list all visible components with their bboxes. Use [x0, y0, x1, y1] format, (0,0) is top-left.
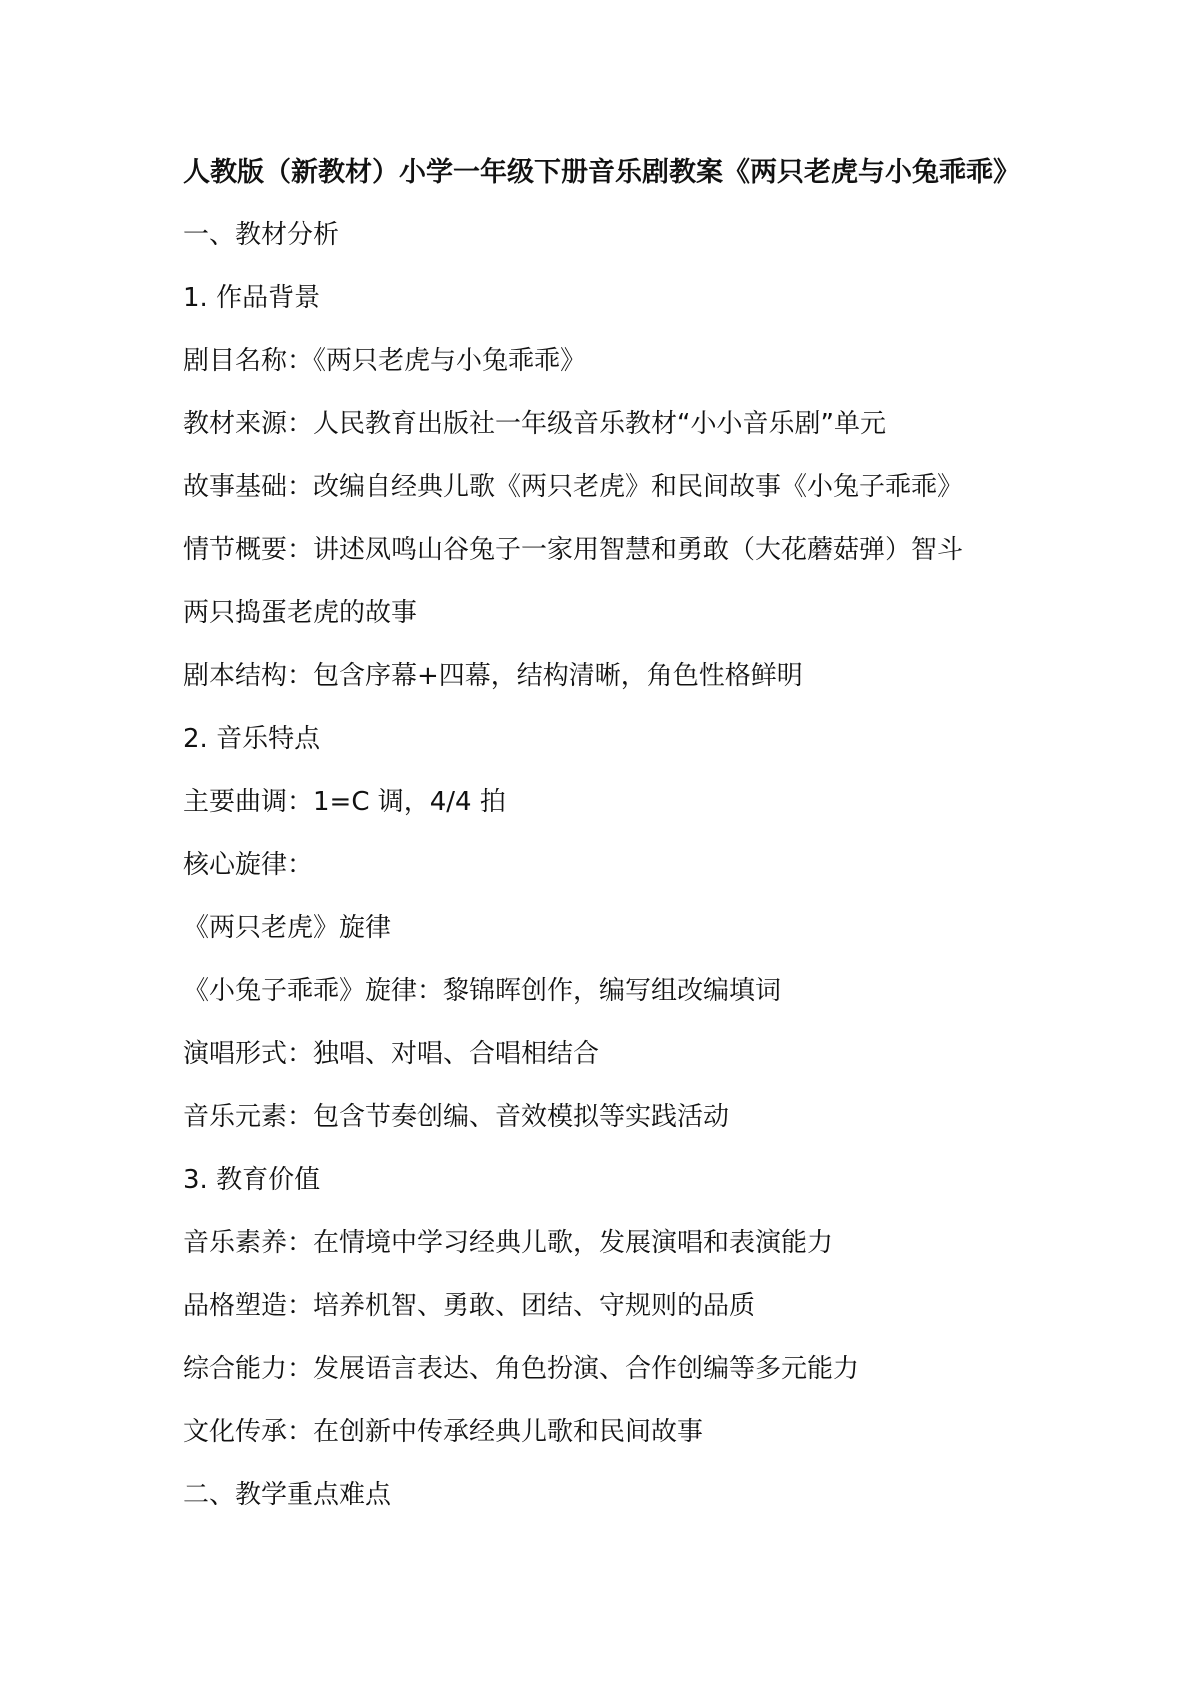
paragraph-singing-forms: 演唱形式：独唱、对唱、合唱相结合	[183, 1039, 600, 1069]
paragraph-melody-two-tigers: 《两只老虎》旋律	[183, 913, 392, 943]
paragraph-plot-summary: 情节概要：讲述凤鸣山谷兔子一家用智慧和勇敢（大花蘑菇弹）智斗	[183, 535, 964, 565]
paragraph-melody-little-rabbit: 《小兔子乖乖》旋律：黎锦晖创作，编写组改编填词	[183, 976, 782, 1006]
document-body	[183, 142, 1063, 1527]
paragraph-comprehensive-ability: 综合能力：发展语言表达、角色扮演、合作创编等多元能力	[183, 1354, 860, 1384]
paragraph-character-building: 品格塑造：培养机智、勇敢、团结、守规则的品质	[183, 1291, 756, 1321]
paragraph-play-name: 剧目名称：《两只老虎与小兔乖乖》	[183, 346, 587, 376]
paragraph-music-elements: 音乐元素：包含节奏创编、音效模拟等实践活动	[183, 1102, 730, 1132]
document-title: 人教版（新教材）小学一年级下册音乐剧教案《两只老虎与小兔乖乖》	[183, 157, 1020, 188]
subsection-heading-work-background: 1. 作品背景	[183, 283, 321, 313]
paragraph-story-basis: 故事基础：改编自经典儿歌《两只老虎》和民间故事《小兔子乖乖》	[183, 472, 964, 502]
paragraph-core-melody: 核心旋律：	[183, 850, 314, 880]
paragraph-script-structure: 剧本结构：包含序幕+四幕，结构清晰，角色性格鲜明	[183, 661, 803, 691]
paragraph-main-key: 主要曲调：1=C 调，4/4 拍	[183, 787, 506, 817]
paragraph-textbook-source: 教材来源：人民教育出版社一年级音乐教材“小小音乐剧”单元	[183, 409, 886, 439]
section-heading-textbook-analysis: 一、教材分析	[183, 220, 340, 250]
subsection-heading-educational-value: 3. 教育价值	[183, 1165, 321, 1195]
paragraph-cultural-heritage: 文化传承：在创新中传承经典儿歌和民间故事	[183, 1417, 704, 1447]
paragraph-music-literacy: 音乐素养：在情境中学习经典儿歌，发展演唱和表演能力	[183, 1228, 834, 1258]
subsection-heading-music-features: 2. 音乐特点	[183, 724, 321, 754]
section-heading-teaching-key-points: 二、教学重点难点	[183, 1480, 392, 1510]
paragraph-plot-summary-continued: 两只捣蛋老虎的故事	[183, 598, 418, 628]
